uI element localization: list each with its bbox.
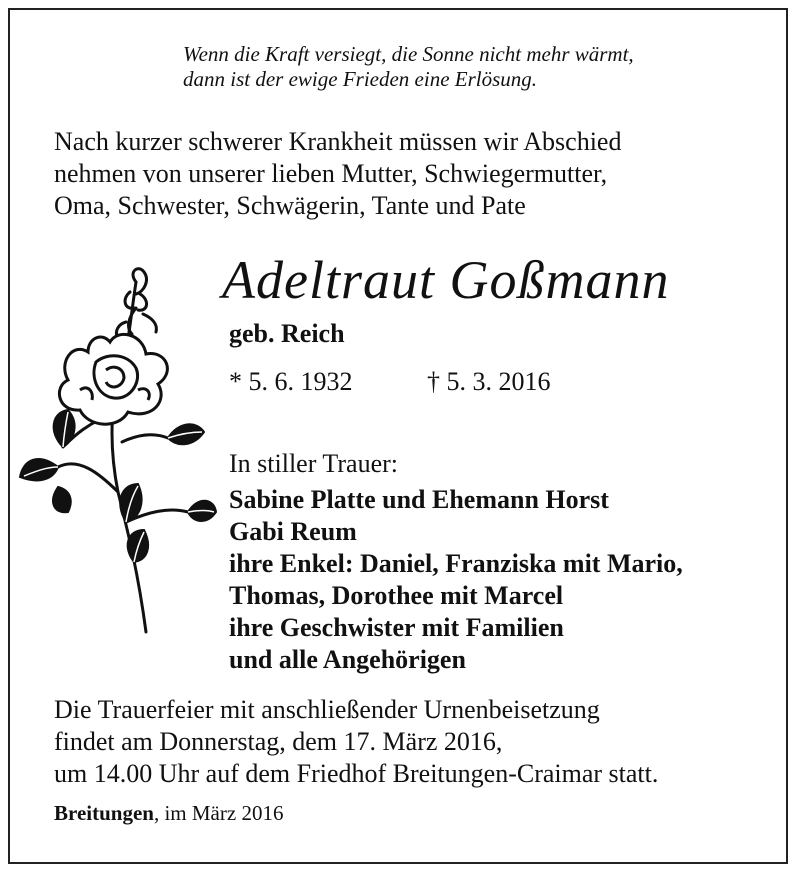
life-dates [229,366,649,398]
opening-quote [183,42,773,92]
funeral-line: um 14.00 Uhr auf dem Friedhof Breitungen-Craimar statt. [54,759,659,788]
intro-line: Nach kurzer schwerer Krankheit müssen wir Abschied [54,127,622,156]
intro-text [54,126,774,222]
intro-line: nehmen von unserer lieben Mutter, Schwiegermutter, [54,159,608,188]
rose-illustration-icon [18,262,218,640]
funeral-line: Die Trauerfeier mit anschließender Urnenbeisetzung [54,695,600,724]
mourners-list [229,484,769,676]
mourner-line: Thomas, Dorothee mit Marcel [229,581,564,610]
mourning-label: In stiller Trauer: [229,449,398,478]
funeral-line: findet am Donnerstag, dem 17. März 2016, [54,727,503,756]
mourner-line: und alle Angehörigen [229,645,466,674]
quote-line: Wenn die Kraft versiegt, die Sonne nicht mehr wärmt, [183,42,634,66]
quote-line: dann ist der ewige Frieden eine Erlösung. [183,67,538,91]
intro-line: Oma, Schwester, Schwägerin, Tante und Pate [54,191,526,220]
maiden-name: geb. Reich [229,319,345,348]
place-and-date [54,800,283,826]
mourner-line: ihre Geschwister mit Familien [229,613,564,642]
birth-date: * 5. 6. 1932 [229,367,353,396]
mourner-line: ihre Enkel: Daniel, Franziska mit Mario, [229,549,683,578]
mourner-line: Gabi Reum [229,517,357,546]
place-town: Breitungen [54,801,154,825]
deceased-name: Adeltraut Goßmann [222,250,670,310]
funeral-notice [54,694,774,790]
mourner-line: Sabine Platte und Ehemann Horst [229,485,609,514]
death-date: † 5. 3. 2016 [427,367,551,396]
place-date: , im März 2016 [153,801,284,825]
